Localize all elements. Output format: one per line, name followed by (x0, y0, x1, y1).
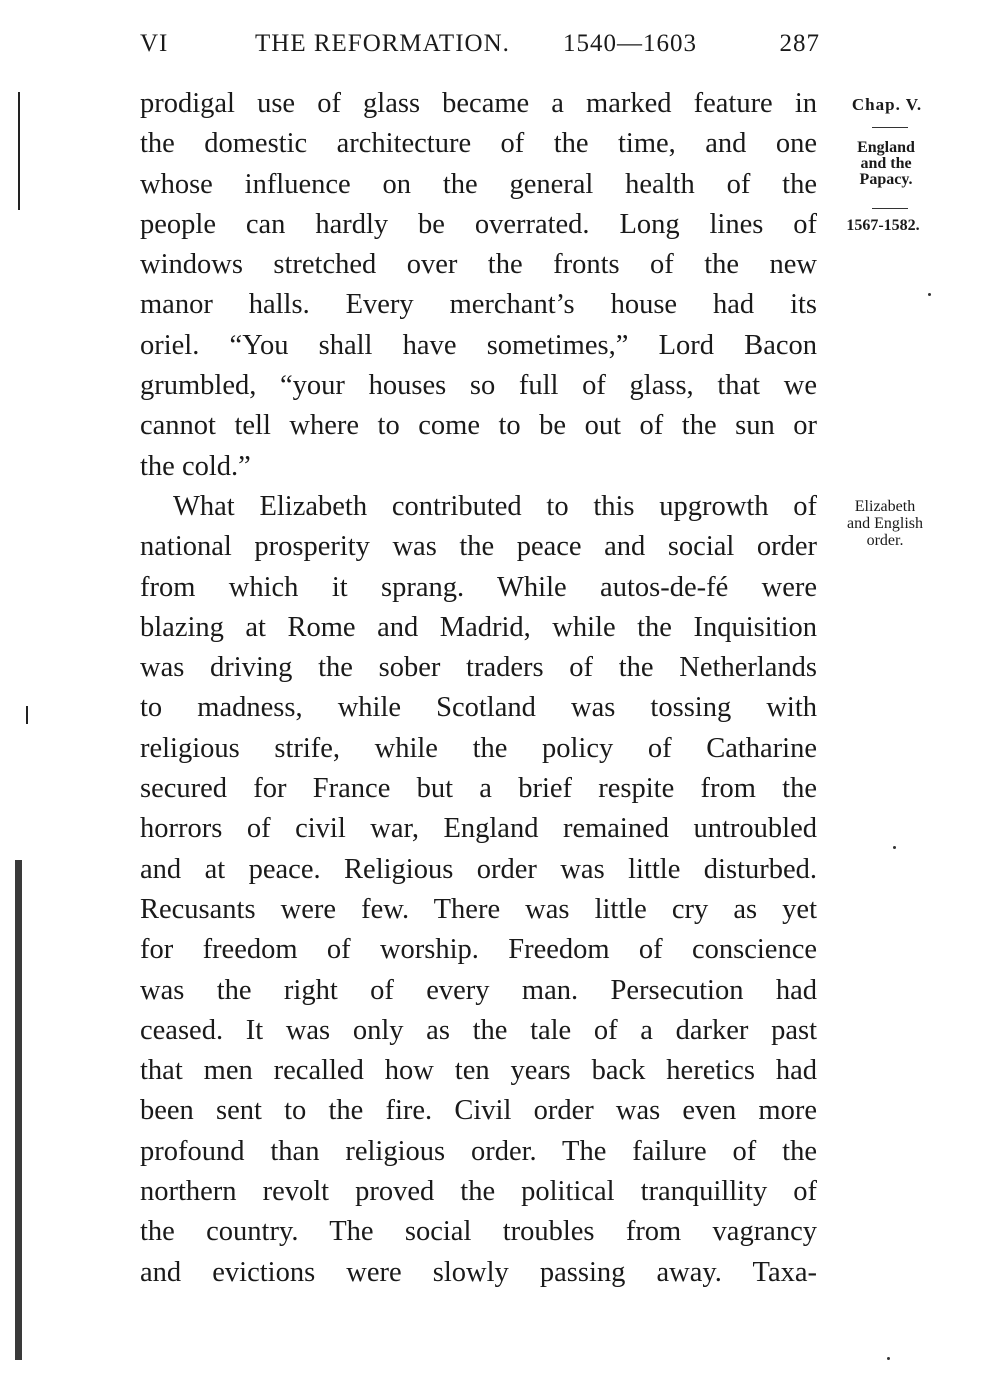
margin-note-line: and the (860, 155, 912, 172)
margin-note-topic-papacy (838, 140, 934, 188)
text-line: the cold.” (140, 450, 251, 482)
text-line: people can hardly be overrated. Long lines of (140, 208, 817, 240)
margin-rule (872, 127, 908, 128)
text-line: blazing at Rome and Madrid, while the Inquisition (140, 611, 817, 643)
margin-note-topic-elizabeth (826, 498, 944, 549)
running-head-chapter: VI (140, 30, 169, 57)
text-line: to madness, while Scotland was tossing with (140, 692, 817, 724)
text-line: northern revolt proved the political tranquillity of (140, 1176, 817, 1208)
running-head-title: THE REFORMATION. (255, 30, 510, 57)
text-line: that men recalled how ten years back heretics had (140, 1055, 817, 1087)
text-line: secured for France but a brief respite from the (140, 773, 817, 805)
text-line: oriel. “You shall have sometimes,” Lord Bacon (140, 329, 817, 361)
text-line: from which it sprang. While autos-de-fé were (140, 571, 817, 603)
margin-note-line: order. (866, 532, 904, 549)
margin-note-line: England (857, 139, 915, 156)
text-line: and at peace. Religious order was little disturbed. (140, 853, 817, 885)
text-line: whose influence on the general health of the (140, 168, 817, 200)
text-line: windows stretched over the fronts of the new (140, 249, 817, 281)
paragraph-1 (140, 84, 817, 487)
text-line: ceased. It was only as the tale of a darker past (140, 1014, 817, 1046)
scan-speck (893, 846, 896, 849)
body-text (140, 84, 817, 1293)
text-line: Recusants were few. There was little cry as yet (140, 893, 817, 925)
margin-note-line: Elizabeth (854, 498, 916, 515)
text-line: manor halls. Every merchant’s house had its (140, 289, 817, 321)
page-number: 287 (779, 30, 820, 57)
text-line: was the right of every man. Persecution had (140, 974, 817, 1006)
text-line: profound than religious order. The failure of the (140, 1135, 817, 1167)
text-line: been sent to the fire. Civil order was even more (140, 1095, 817, 1127)
text-line: cannot tell where to come to be out of the sun or (140, 410, 817, 442)
margin-rule (872, 208, 908, 209)
text-line: the domestic architecture of the time, and one (140, 128, 817, 160)
text-line: and evictions were slowly passing away. Taxa- (140, 1256, 817, 1288)
scan-artifact (15, 860, 22, 1360)
text-line: was driving the sober traders of the Netherlands (140, 652, 817, 684)
text-line: national prosperity was the peace and social order (140, 531, 817, 563)
text-line: grumbled, “your houses so full of glass, that we (140, 370, 817, 402)
text-line: for freedom of worship. Freedom of conscience (140, 934, 817, 966)
running-head (140, 26, 820, 62)
scan-artifact (26, 706, 28, 724)
paragraph-2 (140, 487, 817, 1293)
scan-artifact (18, 92, 20, 210)
text-line: horrors of civil war, England remained untroubled (140, 813, 817, 845)
running-head-dates: 1540—1603 (563, 30, 697, 57)
margin-note-line: Papacy. (859, 171, 913, 188)
margin-note-chapter: Chap. V. (851, 95, 923, 114)
margin-note-dates: 1567-1582. (846, 217, 920, 234)
scan-speck (887, 1357, 890, 1360)
text-line: prodigal use of glass became a marked feature in (140, 88, 817, 119)
text-line: What Elizabeth contributed to this upgrowth of (173, 490, 817, 522)
margin-note-line: and English (847, 515, 923, 532)
text-line: religious strife, while the policy of Catharine (140, 732, 817, 764)
scan-speck (928, 293, 931, 296)
text-line: the country. The social troubles from vagrancy (140, 1216, 817, 1248)
